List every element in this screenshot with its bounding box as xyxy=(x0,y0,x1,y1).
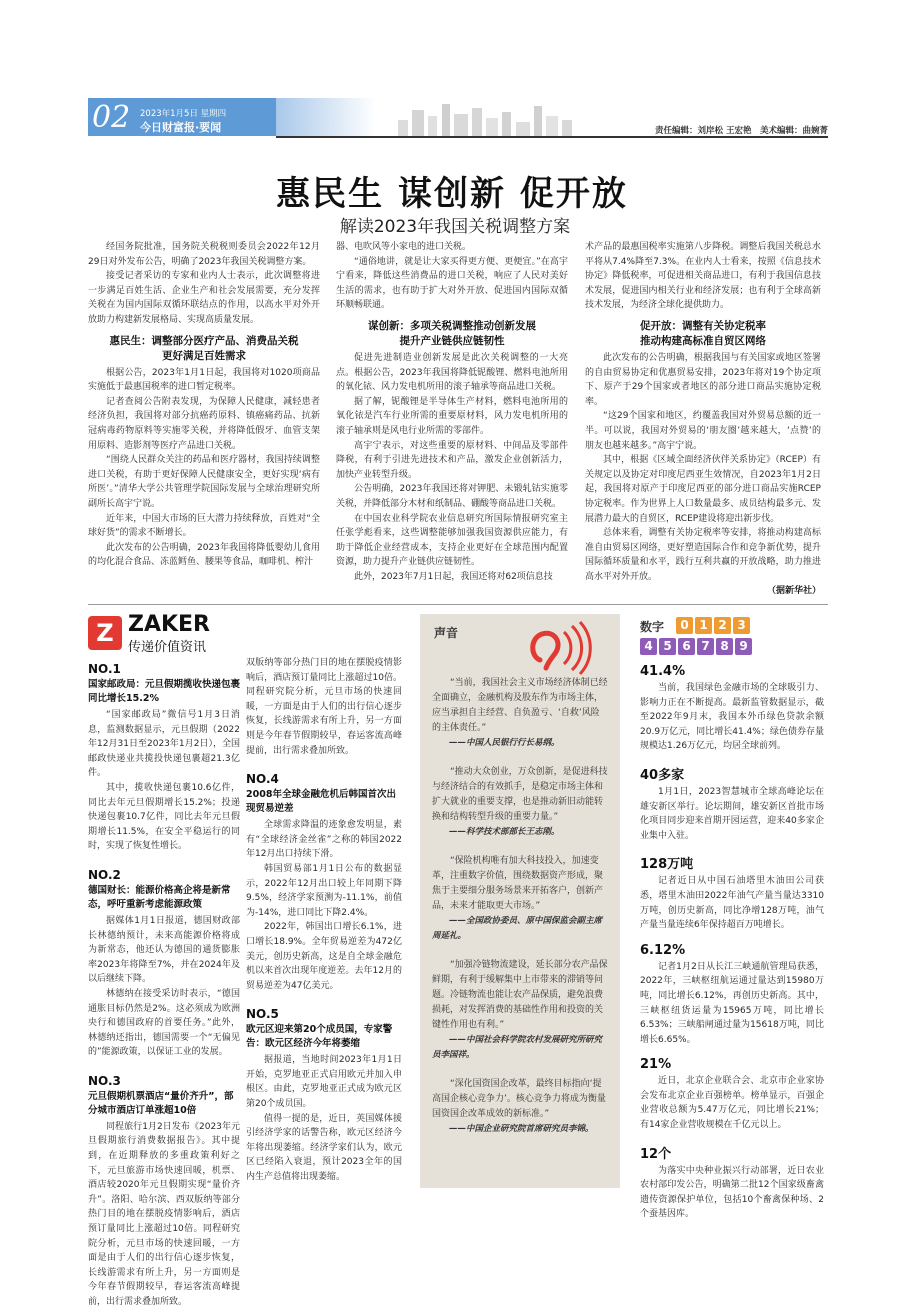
body-paragraph: 根据公告，2023年1月1日起，我国将对1020项商品实施低于最惠国税率的进口暂定税率。 xyxy=(88,367,320,393)
body-paragraph: 其中，根据《区域全面经济伙伴关系协定》（RCEP）有关规定以及协定对印度尼西亚生效情况，自2023年1月2日起，我国将对原产于印度尼西亚的部分进口商品实施RCEP协定税率。作为世界上人口数量最多、成员结构最多元、发展潜力最大的自贸区，RCEP建设将迎出新步伐。 xyxy=(585,455,821,524)
zaker-tagline: 传递价值资讯 xyxy=(128,640,207,655)
digit-tile: 2 xyxy=(714,617,731,634)
number-text: 记者近日从中国石油塔里木油田公司获悉，塔里木油田2022年油气产量当量达3310万吨，创历史新高，同比净增128万吨，油气产量当量连续6年保持超百万吨增长。 xyxy=(640,876,824,931)
number-text: 当前，我国绿色金融市场的全球吸引力、影响力正在不断提高。最新监管数据显示，截至2022年9月末，我国本外币绿色贷款余额20.9万亿元，同比增长41.4%；绿色债券存量规模达1.26万亿元，均居全球前列。 xyxy=(640,683,824,752)
number-figure: 21% xyxy=(640,1057,672,1073)
digit-tile: 9 xyxy=(735,638,752,655)
quote-text: “深化国资国企改革，最终目标指向‘提高国企核心竞争力’。核心竞争力将成为衡量国资国企改革成效的新标准。” xyxy=(432,1079,606,1119)
zaker-item-paragraph: 2022年，韩国出口增长6.1%，进口增长18.9%。全年贸易逆差为472亿美元，创历史新高，这是自全球金融危机以来首次出现年度逆差。去年12月的贸易逆差为47亿美元。 xyxy=(246,922,402,991)
article-title: 惠民生 谋创新 促开放 xyxy=(276,174,628,214)
zaker-item-paragraph: 其中，揽收快递包裹10.6亿件，同比去年元旦假期增长15.2%；投递快递包裹10.7亿件，同比去年元旦假期增长11.5%，在安全平稳运行的同时，实现了恢复性增长。 xyxy=(88,782,240,852)
zaker-logo-mark-icon: Z xyxy=(88,616,122,650)
section-name: 今日财富报·要闻 xyxy=(140,121,222,134)
section-heading-innovation: 谋创新：多项关税调整推动创新发展 提升产业链供应链韧性 xyxy=(368,319,536,347)
zaker-item-paragraph: 据媒体1月1日报道，德国财政部长林德纳预计，未来高能源价格将成为新常态，他还认为德国的通货膨胀率2023年将降至7%，并在2024年及以后继续下降。 xyxy=(88,915,240,985)
zaker-item-title: 元旦假期机票酒店“量价齐升”，部分城市酒店订单涨超10倍 xyxy=(88,1090,234,1116)
digit-tile: 8 xyxy=(716,638,733,655)
number-text: 记者1月2日从长江三峡通航管理局获悉，2022年，三峡枢纽航运通过量达到15980万吨，同比增长6.12%，再创历史新高。其中，三峡枢纽货运量为15965万吨，同比增长6.53%；三峡船闸通过量为15618万吨，同比增长6.65%。 xyxy=(640,961,824,1045)
body-paragraph: 高宇宁表示，对这些重要的原材料、中间品及零部件降税，有利于引进先进技术和产品，激发企业创新活力，加快产业转型升级。 xyxy=(336,440,568,480)
zaker-logo xyxy=(88,614,308,654)
article-source: （据新华社） xyxy=(766,586,821,597)
zaker-item-no: NO.5 xyxy=(246,1007,279,1022)
body-paragraph: 记者查阅公告附表发现，为保障人民健康，减轻患者经济负担，我国将对部分抗癌药原料、镇癌痛药品、抗新冠病毒药物原料等实施零关税，并将降低假牙、血管支架用原料、造影剂等医疗产品进口关税。 xyxy=(88,396,320,451)
body-paragraph: 术产品的最惠国税率实施第八步降税。调整后我国关税总水平将从7.4%降至7.3%。在业内人士看来，按照《信息技术协定》降低税率，可促进相关商品进口，有利于我国信息技术发展，促进国内相关行业和经济发展；也有利于全球高新技术发展，为经济全球化提供助力。 xyxy=(585,242,821,311)
article-column-2 xyxy=(336,240,568,584)
zaker-item-paragraph: 韩国贸易部1月1日公布的数据显示，2022年12月出口较上年同期下降9.5%，经济学家预测为-11.1%，前值为-14%，进口同比下降2.4%。 xyxy=(246,863,402,918)
quote-text: “加强冷链物流建设，延长部分农产品保鲜期，有利于缓解集中上市带来的滞销等问题。冷链物流也能让农产品保质，避免浪费损耗，对发挥消费的基础性作用和投资的关键性作用也有利。” xyxy=(432,960,608,1030)
masthead-fade xyxy=(276,98,376,136)
body-paragraph: 在中国农业科学院农业信息研究所国际情报研究室主任张学彪看来，这些调整能够加强我国资源供应能力，有助于降低企业经营成本，支持企业更好在全球范围内配置资源，助力提升产业链供应链韧性。 xyxy=(336,513,568,568)
number-figure: 6.12% xyxy=(640,942,686,958)
digit-row-top xyxy=(676,614,752,634)
zaker-item-no: NO.1 xyxy=(88,662,121,676)
section-heading-livelihood: 惠民生：调整部分医疗产品、消费品关税 更好满足百姓需求 xyxy=(109,334,299,362)
number-text: 1月1日，2023智慧城市全球高峰论坛在雄安新区举行。论坛期间，雄安新区首批市场化项目同步迎来首期开园运营，迎来40多家企业集中入驻。 xyxy=(640,786,824,841)
zaker-item-title: 国家邮政局：元旦假期揽收快递包裹同比增长15.2% xyxy=(88,679,241,704)
number-figure: 41.4% xyxy=(640,664,686,679)
numbers-column xyxy=(640,614,824,1222)
body-paragraph: 公告明确，2023年我国还将对钾肥、未锻轧钴实施零关税，并降低部分木材和纸制品、硼酸等商品进口关税。 xyxy=(336,484,568,509)
quote-text: “推动大众创业，万众创新，是促进科技与经济结合的有效抓手，是稳定市场主体和扩大就业的重要支撑，也是推动新旧动能转换和结构转型升级的重要力量。” xyxy=(432,767,608,822)
digit-tile: 4 xyxy=(640,638,657,655)
zaker-item-title: 欧元区迎来第20个成员国，专家警告：欧元区经济今年将萎缩 xyxy=(246,1024,393,1050)
body-paragraph: 促进先进制造业创新发展是此次关税调整的一大亮点。根据公告，2023年我国将降低铌酸锂、燃料电池所用的氧化铱、风力发电机所用的滚子轴承等商品进口关税。 xyxy=(336,352,568,393)
numbers-title: 数字 xyxy=(640,620,665,634)
zaker-item-paragraph: 同程旅行1月2日发布《2023年元旦假期旅行消费数据报告》。其中提到，在近期释放的多重政策利好之下，元旦旅游市场快速回暖，机票、酒店较2020年元旦假期实现“量价齐升”。洛阳、哈尔滨、西双版纳等部分热门目的地在摆脱疫情影响后，酒店预订量同比上涨超过10倍。同程研究院分析，元旦市场的快速回暖，一方面是由于人们的出行信心逐步恢复，长线游需求有所上升，另一方面则是今年春节假期较早，春运客流高峰提前，出行需求叠加所致。 xyxy=(88,1121,240,1307)
zaker-item-paragraph: 据报道，当地时间2023年1月1日开始，克罗地亚正式启用欧元并加入申根区。由此，克罗地亚正式成为欧元区第20个成员国。 xyxy=(246,1055,402,1110)
number-figure: 12个 xyxy=(640,1146,672,1162)
body-paragraph: “这29个国家和地区，约覆盖我国对外贸易总额的近一半。可以说，我国对外贸易的‘朋友圈’越来越大，‘点赞’的朋友也越来越多。”高宇宁说。 xyxy=(585,411,821,451)
zaker-item-paragraph: “国家邮政局”微信号1月3日消息，监测数据显示，元旦假期（2022年12月31日至2023年1月2日），全国邮政快递业共揽投快递包裹超21.3亿件。 xyxy=(88,710,240,779)
quote-text: “保险机构唯有加大科技投入，加速变革，注重数字价值，围绕数据资产形成，聚焦于主要细分服务场景来开拓客户，创新产品，未来才能取更大市场。” xyxy=(432,856,604,911)
voice-title: 声音 xyxy=(434,626,459,640)
body-paragraph: 近年来，中国大市场的巨大潜力持续释放，百姓对“全球好货”的需求不断增长。 xyxy=(88,513,320,539)
quote-text: “当前，我国社会主义市场经济体制已经全面确立，金融机构及股东作为市场主体，应当承担自主经营、自负盈亏、‘自救’风险的主体责任。” xyxy=(432,678,608,733)
digit-row-bottom xyxy=(640,635,754,655)
number-figure: 128万吨 xyxy=(640,857,694,873)
masthead-rule xyxy=(276,136,828,138)
voice-box xyxy=(420,614,620,1188)
zaker-item-no: NO.2 xyxy=(88,867,121,882)
issue-date: 2023年1月5日 星期四 xyxy=(140,109,227,119)
zaker-item-paragraph: 值得一提的是，近日，英国媒体援引经济学家的话警告称，欧元区经济今年将出现萎缩。经济学家们认为，欧元区已经陷入衰退，预计2023全年的国内生产总值将出现萎缩。 xyxy=(246,1113,402,1183)
body-paragraph: 器、电吹风等小家电的进口关税。 xyxy=(336,242,472,252)
zaker-item-title: 2008年全球金融危机后韩国首次出现贸易逆差 xyxy=(246,789,396,815)
body-paragraph: 此次发布的公告明确，2023年我国将降低婴幼儿食用的均化混合食品、冻蓝鳕鱼、腰果等食品，咖啡机、榨汁 xyxy=(88,542,320,568)
digit-tile: 0 xyxy=(676,617,693,634)
zaker-item-title: 德国财长：能源价格高企将是新常态，呼吁重新考虑能源政策 xyxy=(88,884,231,910)
city-skyline-illustration xyxy=(388,100,588,136)
numbers-header xyxy=(640,614,824,658)
digit-tile: 5 xyxy=(659,638,676,655)
zaker-column-1 xyxy=(88,656,241,1307)
zaker-item-paragraph-continued: 双版纳等部分热门目的地在摆脱疫情影响后，酒店预订量同比上涨超过10倍。同程研究院分析，元旦市场的快速回暖，一方面是由于人们的出行信心逐步恢复，长线游需求有所上升，另一方面则是今年春节假期较早，春运客流高峰提前，出行需求叠加所致。 xyxy=(246,658,402,756)
zaker-item-no: NO.3 xyxy=(88,1073,121,1088)
ear-sound-icon xyxy=(500,620,600,676)
voice-quotes xyxy=(432,676,608,1151)
zaker-column-2 xyxy=(246,656,402,1185)
article-column-1 xyxy=(88,240,320,570)
quote-attribution: ——中国企业研究院首席研究员李锦。 xyxy=(449,1124,594,1134)
number-text: 近日，北京企业联合会、北京市企业家协会发布北京企业百强榜单。榜单显示，百强企业营收总额为5.47万亿元，同比增长21%；有14家企业营收规模在千亿元以上。 xyxy=(640,1076,824,1131)
section-divider xyxy=(88,604,828,605)
zaker-item-paragraph: 全球需求降温的迹象愈发明显，素有“全球经济金丝雀”之称的韩国2022年12月出口持续下滑。 xyxy=(246,820,402,860)
quote-attribution: ——中国人民银行行长易纲。 xyxy=(449,738,560,748)
masthead xyxy=(88,98,828,138)
intro-paragraph: 接受记者采访的专家和业内人士表示，此次调整将进一步满足百姓生活、企业生产和社会发展需要，充分发挥关税在为国内国际双循环联结点的作用，以高水平对外开放助力构建新发展格局、实现高质量发展。 xyxy=(88,271,320,325)
quote-attribution: ——中国社会科学院农村发展研究所研究员李国祥。 xyxy=(432,1035,603,1060)
body-paragraph: 总体来看，调整有关协定税率等安排，将推动构建高标准自由贸易区网络，更好塑造国际合作和竞争新优势，提升国际循环质量和水平，践行互利共赢的开放战略，助力推进高水平对外开放。 xyxy=(585,528,821,582)
digit-tile: 3 xyxy=(733,617,750,634)
zaker-item-no: NO.4 xyxy=(246,772,279,787)
body-paragraph: 此次发布的公告明确，根据我国与有关国家或地区签署的自由贸易协定和优惠贸易安排，2023年将对19个协定项下、原产于29个国家或者地区的部分进口商品实施协定税率。 xyxy=(585,352,821,407)
body-paragraph: 据了解，铌酸锂是半导体生产材料，燃料电池所用的氧化铱是汽车行业所需的重要原材料，风力发电机所用的滚子轴承则是风电行业所需的零部件。 xyxy=(336,396,568,436)
number-text: 为落实中央种业振兴行动部署，近日农业农村部印发公告，明确第二批12个国家级畜禽遗传资源保护单位，包括10个畜禽保种场、2个蚕基因库。 xyxy=(640,1165,824,1220)
zaker-logo-text: ZAKER xyxy=(128,612,210,637)
body-paragraph: 此外，2023年7月1日起，我国还将对62项信息技 xyxy=(354,571,553,582)
digit-tile: 6 xyxy=(678,638,695,655)
page-number: 02 xyxy=(92,100,131,135)
article-column-3 xyxy=(585,240,821,598)
article-subtitle: 解读2023年我国关税调整方案 xyxy=(339,217,571,237)
digit-tile: 7 xyxy=(697,638,714,655)
body-paragraph: “通俗地讲，就是让大家买得更方便、更便宜。”在高宇宁看来，降低这些消费品的进口关税，响应了人民对美好生活的需求，也有助于扩大对外开放、促进国内国际双循环顺畅联通。 xyxy=(336,256,568,311)
number-figure: 40多家 xyxy=(640,767,685,783)
quote-attribution: ——全国政协委员、原中国保监会副主席周延礼。 xyxy=(432,916,603,941)
zaker-item-paragraph: 林德纳在接受采访时表示，“德国通胀目标仍然是2%。这必须成为欧洲央行和德国政府的首要任务。”此外，林德纳还指出，德国需要一个“无偏见的”能源政策，以保证工业的发展。 xyxy=(88,988,240,1058)
intro-paragraph: 经国务院批准，国务院关税税则委员会2022年12月29日对外发布公告，明确了2023年我国关税调整方案。 xyxy=(88,242,320,267)
quote-attribution: ——科学技术部部长王志刚。 xyxy=(449,827,560,837)
body-paragraph: “围绕人民群众关注的药品和医疗器材，我国持续调整进口关税，有助于更好保障人民健康安全，更好实现‘病有所医’。”清华大学公共管理学院国际发展与全球治理研究所副所长高宇宁说。 xyxy=(88,455,320,509)
digit-tile: 1 xyxy=(695,617,712,634)
editor-credits: 责任编辑：刘岸松 王宏艳 美术编辑：曲婉菁 xyxy=(655,126,828,136)
section-heading-opening: 促开放：调整有关协定税率 推动构建高标准自贸区网络 xyxy=(640,319,766,347)
